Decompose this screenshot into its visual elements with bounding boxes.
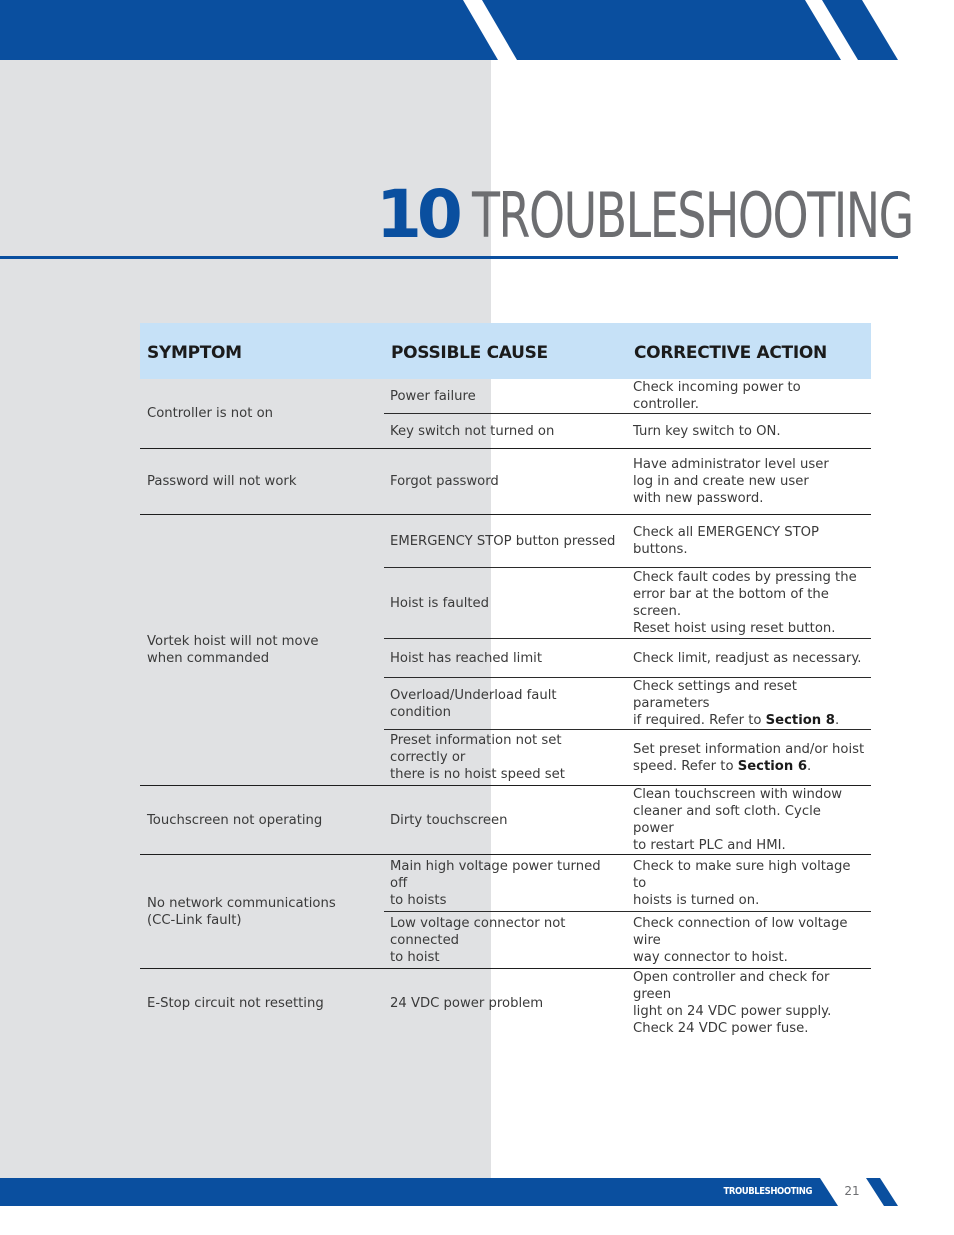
- action-cell: Check connection of low voltage wire way connector to hoist.: [627, 912, 871, 969]
- action-cell: Check to make sure high voltage to hoists is turned on.: [627, 855, 871, 912]
- action-text: Check settings and reset parameters if required. Refer to: [633, 679, 797, 728]
- action-cell: [627, 730, 871, 786]
- table-header-row: [140, 323, 871, 379]
- action-cell: Have administrator level user log in and create new user with new password.: [627, 449, 871, 515]
- header-symptom: SYMPTOM: [140, 323, 384, 379]
- symptom-cell: Vortek hoist will not move when commanded: [140, 515, 384, 786]
- cause-cell: Forgot password: [384, 449, 627, 515]
- cause-cell: Hoist has reached limit: [384, 639, 627, 678]
- symptom-cell: No network communications (CC-Link fault): [140, 855, 384, 969]
- section-heading: [376, 176, 954, 256]
- symptom-cell: E-Stop circuit not resetting: [147, 995, 324, 1011]
- page-number: 21: [844, 1184, 860, 1198]
- footer-section-label: TROUBLESHOOTING: [723, 1186, 812, 1197]
- symptom-cell: Controller is not on: [140, 379, 384, 449]
- banner-stripes-icon: [0, 0, 954, 60]
- header-corrective-action: CORRECTIVE ACTION: [627, 323, 871, 379]
- symptom-cell: Password will not work: [140, 449, 384, 515]
- cause-cell: Power failure: [384, 379, 627, 414]
- cause-cell: Hoist is faulted: [384, 568, 627, 639]
- symptom-cell: Touchscreen not operating: [140, 786, 384, 855]
- cause-cell: Main high voltage power turned off to hoists: [384, 855, 627, 912]
- section-reference: Section 6: [737, 758, 808, 774]
- cause-cell: Low voltage connector not connected to hoist: [384, 912, 627, 969]
- action-cell: Clean touchscreen with window cleaner and soft cloth. Cycle power to restart PLC and HMI.: [627, 786, 871, 855]
- section-number: 10: [376, 176, 458, 253]
- heading-underline: [0, 256, 898, 259]
- section-title: TROUBLESHOOTING: [471, 179, 913, 252]
- cause-cell: 24 VDC power problem: [390, 995, 544, 1011]
- cause-cell: Overload/Underload fault condition: [384, 678, 627, 730]
- top-banner: [0, 0, 954, 60]
- section-reference: Section 8: [765, 713, 835, 728]
- action-cell: [627, 678, 871, 730]
- troubleshooting-table: [140, 323, 871, 1037]
- table-row: [140, 379, 871, 414]
- table-row: [140, 855, 871, 912]
- action-text-end: .: [807, 758, 812, 774]
- action-text: Set preset information and/or hoist speed. Refer to: [633, 741, 865, 774]
- table-row: [140, 786, 871, 855]
- action-cell: Check incoming power to controller.: [627, 379, 871, 414]
- action-cell: Open controller and check for green light on 24 VDC power supply. Check 24 VDC power fuse.: [633, 970, 832, 1036]
- action-text-end: .: [834, 713, 840, 728]
- cause-cell: EMERGENCY STOP button pressed: [384, 515, 627, 568]
- cause-cell: Key switch not turned on: [384, 414, 627, 449]
- cause-cell: Dirty touchscreen: [384, 786, 627, 855]
- table-row: [140, 515, 871, 568]
- action-cell: Check all EMERGENCY STOP buttons.: [627, 515, 871, 568]
- table-row: [140, 449, 871, 515]
- header-possible-cause: POSSIBLE CAUSE: [384, 323, 627, 379]
- table-row: [140, 969, 871, 1038]
- action-cell: Check limit, readjust as necessary.: [627, 639, 871, 678]
- action-cell: Check fault codes by pressing the error bar at the bottom of the screen. Reset hoist using reset button.: [627, 568, 871, 639]
- action-cell: Turn key switch to ON.: [627, 414, 871, 449]
- cause-cell: Preset information not set correctly or there is no hoist speed set: [384, 730, 627, 786]
